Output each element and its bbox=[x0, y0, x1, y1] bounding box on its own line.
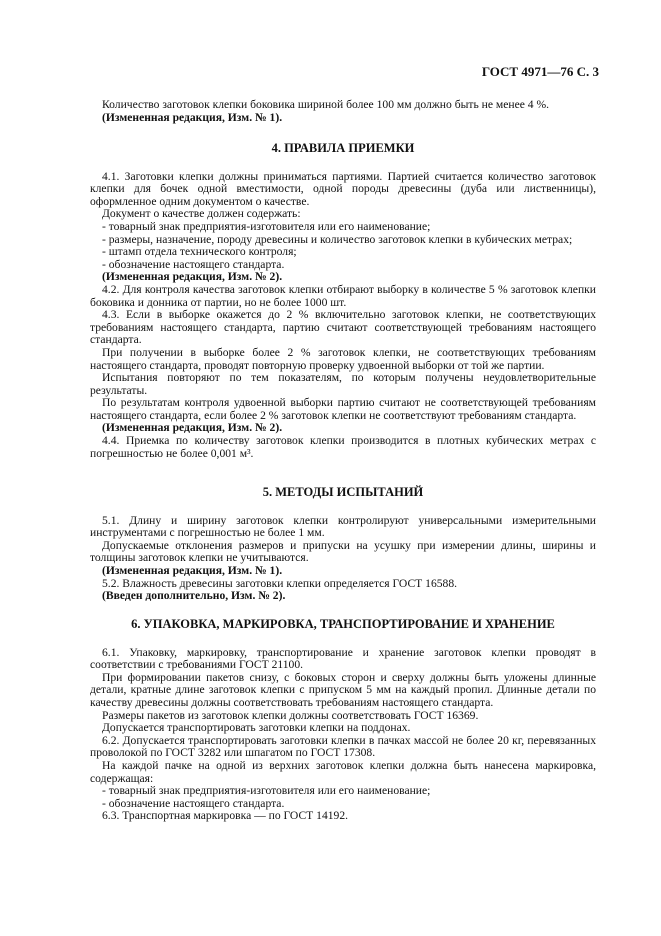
section-4-body bbox=[90, 171, 596, 461]
amendment-note: (Введен дополнительно, Изм. № 2). bbox=[102, 589, 286, 603]
paragraph: 5.1. Длину и ширину заготовок клепки контролируют универсальными измерительными инструментами с погрешностью не более 1 мм. bbox=[90, 513, 596, 540]
paragraph: 6.1. Упаковку, маркировку, транспортирование и хранение заготовок клепки проводят в соответствии с требованиями ГОСТ 21100. bbox=[90, 645, 596, 672]
paragraph: 4.2. Для контроля качества заготовок клепки отбирают выборку в количестве 5 % заготовок клепки боковика и донника от партии, но не более 1000 шт. bbox=[90, 282, 596, 309]
list-item: - товарный знак предприятия-изготовителя или его наименование; bbox=[102, 784, 431, 798]
paragraph: Допускается транспортировать заготовки клепки на поддонах. bbox=[102, 721, 411, 735]
paragraph: 4.3. Если в выборке окажется до 2 % включительно заготовок клепки, не соответствующих требованиям настоящего стандарта, партию считают соответствующей требованиям настоящего стандарта. bbox=[90, 308, 596, 347]
amendment-note: (Измененная редакция, Изм. № 1). bbox=[102, 563, 283, 577]
amendment-note: (Измененная редакция, Изм. № 1). bbox=[102, 110, 283, 124]
paragraph: При получении в выборке более 2 % заготовок клепки, не соответствующих требованиям настоящего стандарта, проводят повторную проверку удвоенной выборки от той же партии. bbox=[90, 345, 596, 372]
paragraph: Количество заготовок клепки боковика шириной более 100 мм должно быть не менее 4 %. bbox=[102, 98, 550, 111]
section-4 bbox=[90, 142, 596, 460]
paragraph: Допускаемые отклонения размеров и припуски на усушку при измерении длины, ширины и толщины заготовок клепки не учитываются. bbox=[90, 538, 596, 565]
section-5-body bbox=[90, 515, 596, 603]
section-6-title: 6. УПАКОВКА, МАРКИРОВКА, ТРАНСПОРТИРОВАНИЕ И ХРАНЕНИЕ bbox=[131, 617, 555, 631]
paragraph: 6.3. Транспортная маркировка — по ГОСТ 14192. bbox=[102, 809, 349, 823]
paragraph: Испытания повторяют по тем показателям, по которым получены неудовлетворительные результаты. bbox=[90, 371, 596, 397]
intro-section bbox=[90, 99, 596, 124]
section-6-body bbox=[90, 647, 596, 823]
paragraph: По результатам контроля удвоенной выборки партию считают не соответствующей требованиям настоящего стандарта, если более 2 % заготовок клепки не соответствуют требованиям стандарта. bbox=[90, 396, 596, 422]
section-4-title: 4. ПРАВИЛА ПРИЕМКИ bbox=[271, 141, 415, 155]
list-item: - размеры, назначение, породу древесины и количество заготовок клепки в кубических метрах; bbox=[102, 232, 573, 246]
paragraph: 5.2. Влажность древесины заготовки клепки определяется ГОСТ 16588. bbox=[102, 576, 458, 590]
list-item: - товарный знак предприятия-изготовителя или его наименование; bbox=[102, 219, 431, 233]
section-5-title: 5. МЕТОДЫ ИСПЫТАНИЙ bbox=[262, 485, 424, 499]
paragraph: При формировании пакетов снизу, с боковых сторон и сверху должны быть уложены длинные детали, кратные длине заготовок клепки с припуском 5 мм на каждый пропил. Длинные детали по качеству древесины должны соответствовать требованиям настоящего стандарта. bbox=[90, 670, 596, 709]
paragraph: 4.1. Заготовки клепки должны приниматься партиями. Партией считается количество заготовок клепки для бочек одной вместимости, одной породы древесины (дуба или лиственницы), оформленное одним документом о качестве. bbox=[90, 169, 596, 208]
paragraph: 4.4. Приемка по количеству заготовок клепки производится в плотных кубических метрах с погрешностью не более 0,001 м³. bbox=[90, 434, 596, 460]
paragraph: Размеры пакетов из заготовок клепки должны соответствовать ГОСТ 16369. bbox=[102, 708, 479, 722]
amendment-note: (Измененная редакция, Изм. № 2). bbox=[102, 421, 283, 435]
list-item: - обозначение настоящего стандарта. bbox=[102, 796, 285, 810]
paragraph: Документ о качестве должен содержать: bbox=[102, 207, 301, 221]
page-header: ГОСТ 4971—76 С. 3 bbox=[481, 64, 599, 79]
paragraph: 6.2. Допускается транспортировать заготовки клепки в пачках массой не более 20 кг, перевязанных проволокой по ГОСТ 3282 или шпагатом по ГОСТ 17308. bbox=[90, 733, 596, 760]
list-item: - штамп отдела технического контроля; bbox=[102, 245, 297, 259]
amendment-note: (Измененная редакция, Изм. № 2). bbox=[102, 270, 283, 284]
list-item: - обозначение настоящего стандарта. bbox=[102, 257, 285, 271]
section-5 bbox=[90, 486, 596, 603]
paragraph: На каждой пачке на одной из верхних заготовок клепки должна быть нанесена маркировка, содержащая: bbox=[90, 758, 596, 785]
section-6 bbox=[90, 618, 596, 823]
